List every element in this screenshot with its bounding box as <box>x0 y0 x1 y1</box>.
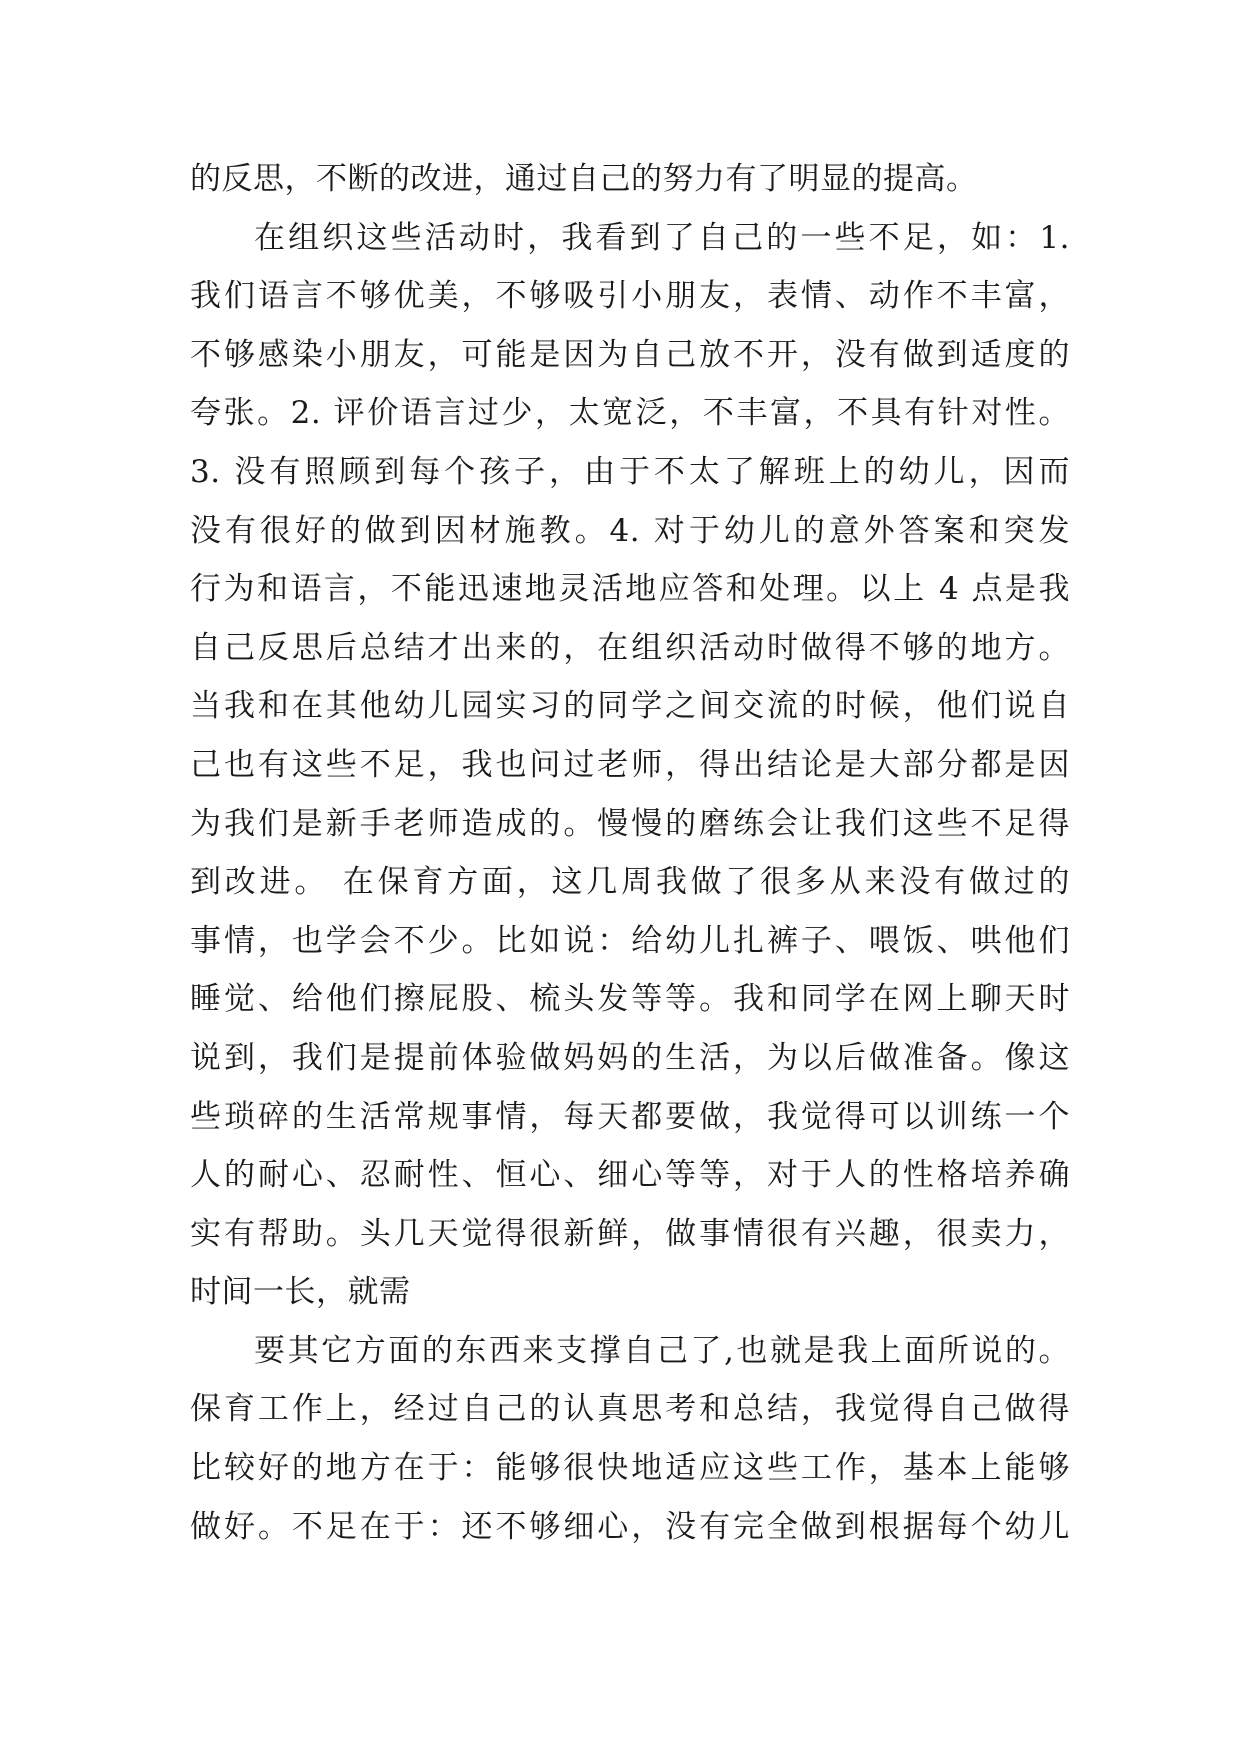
text-line: 保育工作上，经过自己的认真思考和总结，我觉得自己做得 <box>190 1391 1070 1428</box>
text-line: 3. 没有照顾到每个孩子，由于不太了解班上的幼儿，因而 <box>190 453 1070 490</box>
body-text <box>190 150 1070 1556</box>
text-line: 实有帮助。头几天觉得很新鲜，做事情很有兴趣，很卖力， <box>190 1215 1070 1252</box>
text-line: 己也有这些不足，我也问过老师，得出结论是大部分都是因 <box>190 746 1070 783</box>
text-line: 的反思，不断的改进，通过自己的努力有了明显的提高。 <box>190 161 978 197</box>
text-line: 到改进。 在保育方面，这几周我做了很多从来没有做过的 <box>190 864 1070 901</box>
text-line: 要其它方面的东西来支撑自己了,也就是我上面所说的。 <box>254 1332 1070 1369</box>
text-line: 时间一长，就需 <box>190 1274 411 1311</box>
text-line: 睡觉、给他们擦屁股、梳头发等等。我和同学在网上聊天时 <box>190 981 1070 1018</box>
text-line: 行为和语言，不能迅速地灵活地应答和处理。以上 4 点是我 <box>190 571 1070 608</box>
text-line: 些琐碎的生活常规事情，每天都要做，我觉得可以训练一个 <box>190 1098 1070 1135</box>
text-line: 为我们是新手老师造成的。慢慢的磨练会让我们这些不足得 <box>190 805 1070 842</box>
text-line: 说到，我们是提前体验做妈妈的生活，为以后做准备。像这 <box>190 1039 1070 1076</box>
text-line: 人的耐心、忍耐性、恒心、细心等等，对于人的性格培养确 <box>190 1157 1070 1194</box>
text-line: 当我和在其他幼儿园实习的同学之间交流的时候，他们说自 <box>190 688 1070 725</box>
text-line: 自己反思后总结才出来的，在组织活动时做得不够的地方。 <box>190 629 1070 666</box>
text-line: 夸张。2. 评价语言过少，太宽泛，不丰富，不具有针对性。 <box>190 395 1070 432</box>
text-line: 没有很好的做到因材施教。4. 对于幼儿的意外答案和突发 <box>190 512 1070 549</box>
text-line: 不够感染小朋友，可能是因为自己放不开，没有做到适度的 <box>190 336 1070 373</box>
text-line: 事情，也学会不少。比如说：给幼儿扎裤子、喂饭、哄他们 <box>190 922 1070 959</box>
text-line: 比较好的地方在于：能够很快地适应这些工作，基本上能够 <box>190 1450 1070 1487</box>
text-line: 在组织这些活动时，我看到了自己的一些不足，如：1. <box>254 219 1070 256</box>
text-line: 做好。不足在于：还不够细心，没有完全做到根据每个幼儿 <box>190 1508 1070 1545</box>
text-line: 我们语言不够优美，不够吸引小朋友，表情、动作不丰富， <box>190 278 1070 315</box>
